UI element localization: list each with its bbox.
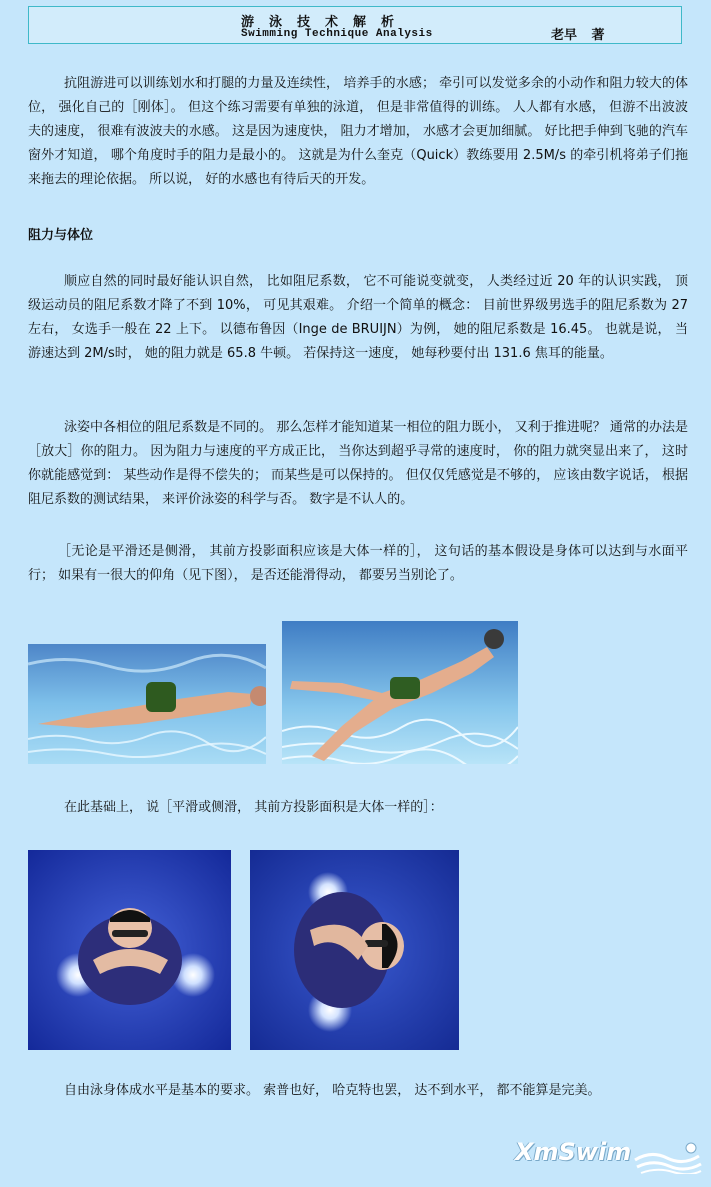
author-label: 老早 著 [551,28,605,43]
logo-text: XmSwim [515,1138,632,1166]
page-title: 游泳技术解析 [241,15,410,30]
swimmer-glide-photo [28,644,266,764]
frontal-flat-photo [28,850,231,1050]
site-logo [515,1138,705,1178]
swimmer-angle-photo [282,621,518,764]
section-heading: 阻力与体位 [28,228,94,243]
paragraph-2: 顺应自然的同时最好能认识自然， 比如阻尼系数， 它不可能说变就变， 人类经过近 20 年的认识实践， 顶级运动员的阻尼系数才降了不到 10%， 可见其艰难。 介绍一个简单的概念： 目前世界级男选手的阻尼系数为 27 左右， 女选手一般在 22 上下。 以德布鲁因（Inge de BRUIJN）为例， 她的阻尼系数是 16.45。 也就是说， 当游速达到 2M/s时， 她的阻力就是 65.8 牛顿。 若保持这一速度， 她每秒要付出 131.6 焦耳的能量。 [28,274,688,361]
frontal-side-photo [250,850,459,1050]
paragraph-5: 在此基础上， 说［平滑或侧滑， 其前方投影面积是大体一样的］： [64,800,443,815]
paragraph-6: 自由泳身体成水平是基本的要求。 索普也好， 哈克特也罢， 达不到水平， 都不能算是完美。 [64,1083,601,1098]
wave-icon [633,1140,703,1174]
paragraph-4: ［无论是平滑还是侧滑， 其前方投影面积应该是大体一样的］， 这句话的基本假设是身体可以达到与水面平行； 如果有一很大的仰角（见下图）， 是否还能滑得动， 都要另当别论了。 [28,544,688,583]
paragraph-3: 泳姿中各相位的阻尼系数是不同的。 那么怎样才能知道某一相位的阻力既小， 又利于推进呢？ 通常的办法是［放大］你的阻力。 因为阻力与速度的平方成正比， 当你达到超乎寻常的速度时， 你的阻力就突显出来了， 这时你就能感觉到： 某些动作是得不偿失的； 而某些是可以保持的。 但仅仅凭感觉是不够的， 应该由数字说话， 根据阻尼系数的测试结果， 来评价泳姿的科学与否。 数字是不认人的。 [28,420,688,507]
paragraph-1: 抗阻游进可以训练划水和打腿的力量及连续性， 培养手的水感； 牵引可以发觉多余的小动作和阻力较大的体位， 强化自己的［刚体］。 但这个练习需要有单独的泳道， 但是非常值得的训练。 人人都有水感， 但游不出波波夫的速度， 很难有波波夫的水感。 这是因为速度快， 阻力才增加， 水感才会更加细腻。 好比把手伸到飞驰的汽车窗外才知道， 哪个角度时手的阻力是最小的。 这就是为什么奎克（Quick）教练要用 2.5M/s 的牵引机将弟子们拖来拖去的理论依据。 所以说， 好的水感也有待后天的开发。 [28,76,688,187]
title-box [28,6,682,44]
page-subtitle: Swimming Technique Analysis [241,28,433,40]
